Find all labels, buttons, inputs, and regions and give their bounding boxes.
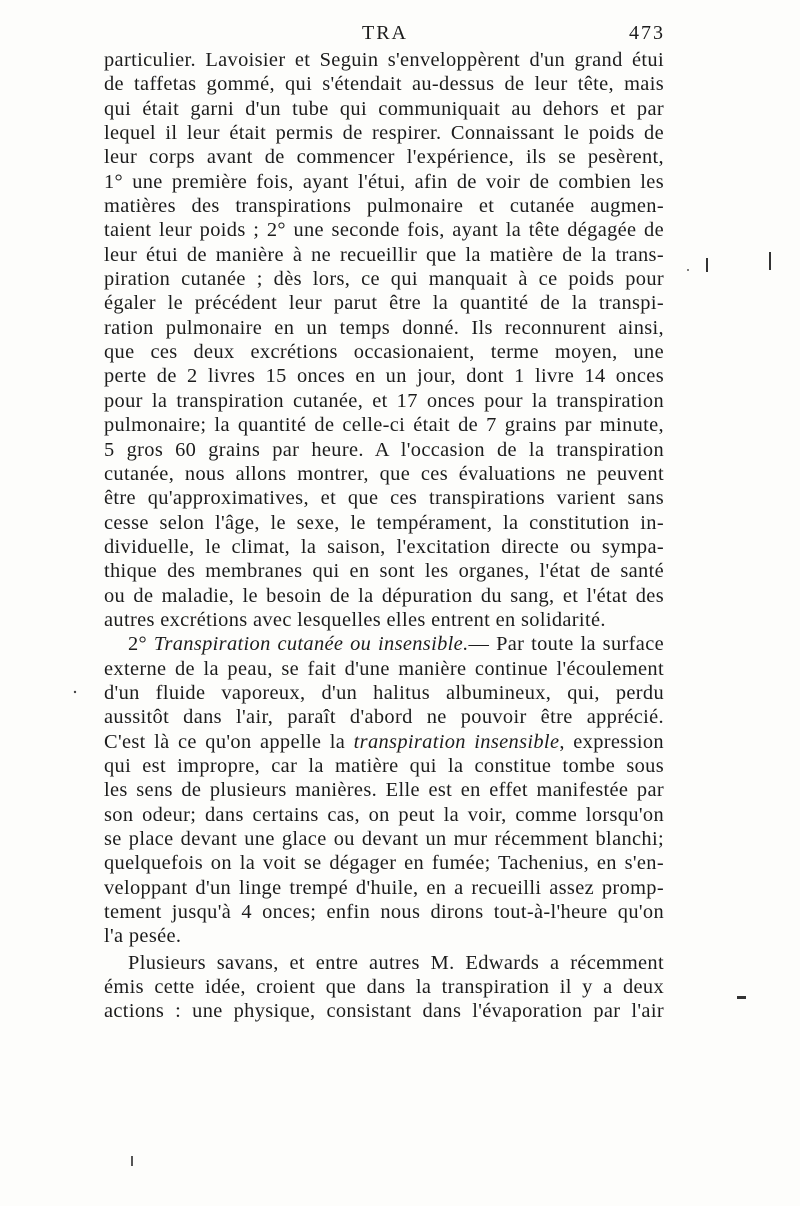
text-line: actions : une physique, consistant dans l'évaporation par l'air	[104, 1000, 664, 1023]
text-line-with-italic	[104, 730, 664, 754]
section-number: 2°	[128, 633, 148, 656]
text-line: particulier. Lavoisier et Seguin s'enveloppèrent d'un grand étui	[104, 49, 664, 71]
text-line: Plusieurs savans, et entre autres M. Edwards a récemment	[128, 951, 664, 974]
text-line: pulmonaire; la quantité de celle-ci était de 7 grains par minute,	[104, 414, 664, 437]
page-number: 473	[629, 22, 665, 44]
running-head-title: TRA	[362, 22, 408, 44]
scan-speck	[687, 269, 689, 271]
text-line: se place devant une glace ou devant un mur récemment blanchi;	[104, 828, 664, 850]
text-line: autres excrétions avec lesquelles elles entrent en solidarité.	[104, 608, 606, 631]
text-line: les sens de plusieurs manières. Elle est en effet manifestée par	[104, 779, 664, 802]
text-line: d'un fluide vaporeux, d'un halitus albumineux, qui, perdu	[104, 681, 664, 704]
text-line: émis cette idée, croient que dans la transpiration il y a deux	[104, 976, 664, 999]
text-line: que ces deux excrétions occasionaient, terme moyen, une	[104, 341, 664, 364]
scan-speck	[769, 252, 771, 270]
text-line: lequel il leur était permis de respirer. Connaissant le poids de	[104, 122, 664, 145]
text-line: cesse selon l'âge, le sexe, le tempérament, la constitution in-	[104, 511, 664, 534]
text-line: leur corps avant de commencer l'expérience, ils se pesèrent,	[104, 146, 664, 169]
text-line: 1° une première fois, ayant l'étui, afin de voir de combien les	[104, 170, 664, 193]
text-line: pour la transpiration cutanée, et 17 onces pour la transpiration	[104, 389, 664, 412]
text-line: veloppant d'un linge trempé d'huile, en a recueilli assez promp-	[104, 876, 664, 899]
text-line: piration cutanée ; dès lors, ce qui manquait à ce poids pour	[104, 268, 664, 291]
section-heading-italic: Transpiration cutanée ou insensible.	[153, 633, 469, 656]
text-line: tement jusqu'à 4 onces; enfin nous dirons tout-à-l'heure qu'on	[104, 901, 664, 924]
text-line: leur étui de manière à ne recueillir que la matière de la trans-	[104, 243, 664, 266]
text-line: égaler le précédent leur parut être la quantité de la transpi-	[104, 292, 664, 315]
text-line: être qu'approximatives, et que ces transpirations varient sans	[104, 487, 664, 510]
text-line: aussitôt dans l'air, paraît d'abord ne pouvoir être apprécié.	[104, 706, 664, 729]
italic-term: transpiration insensible	[353, 730, 560, 753]
paragraph-edwards-theory	[104, 951, 664, 1024]
text-line: matières des transpirations pulmonaire et cutanée augmen-	[104, 195, 664, 218]
running-head	[105, 22, 665, 50]
section-heading-line	[104, 632, 664, 656]
text-run: C'est là ce qu'on appelle la	[104, 730, 354, 753]
text-run: , expression	[559, 730, 664, 753]
text-line: qui était garni d'un tube qui communiquait au dehors et par	[104, 97, 664, 120]
text-line: quelquefois on la voit se dégager en fumée; Tachenius, en s'en-	[104, 852, 664, 875]
section-heading-rest: — Par toute la surface	[468, 633, 664, 656]
paragraph-lavoisier-experiment	[104, 48, 664, 632]
text-line: dividuelle, le climat, la saison, l'excitation directe ou sympa-	[104, 535, 664, 558]
scan-speck	[706, 258, 708, 272]
text-line: ou de maladie, le besoin de la dépuration du sang, et l'état des	[104, 584, 664, 607]
body-text	[104, 48, 664, 1024]
text-line: taient leur poids ; 2° une seconde fois, ayant la tête dégagée de	[104, 219, 664, 242]
text-line: qui est impropre, car la matière qui la constitue tombe sous	[104, 754, 664, 777]
text-line: de taffetas gommé, qui s'étendait au-dessus de leur tête, mais	[104, 73, 664, 96]
scan-speck	[737, 996, 746, 999]
text-line: perte de 2 livres 15 onces en un jour, dont 1 livre 14 onces	[104, 365, 664, 388]
text-line: cutanée, nous allons montrer, que ces évaluations ne peuvent	[104, 462, 664, 485]
text-line: 5 gros 60 grains par heure. A l'occasion de la transpiration	[104, 438, 664, 461]
text-line: thique des membranes qui en sont les organes, l'état de santé	[104, 560, 664, 583]
paragraph-cutaneous-transpiration	[104, 632, 664, 948]
scan-speck	[131, 1156, 133, 1166]
text-line: l'a pesée.	[104, 925, 182, 948]
text-line: son odeur; dans certains cas, on peut la voir, comme lorsqu'on	[104, 803, 664, 826]
scan-speck	[74, 691, 76, 693]
text-line: externe de la peau, se fait d'une manière continue l'écoulement	[104, 657, 664, 680]
text-line: ration pulmonaire en un temps donné. Ils reconnurent ainsi,	[104, 316, 664, 339]
